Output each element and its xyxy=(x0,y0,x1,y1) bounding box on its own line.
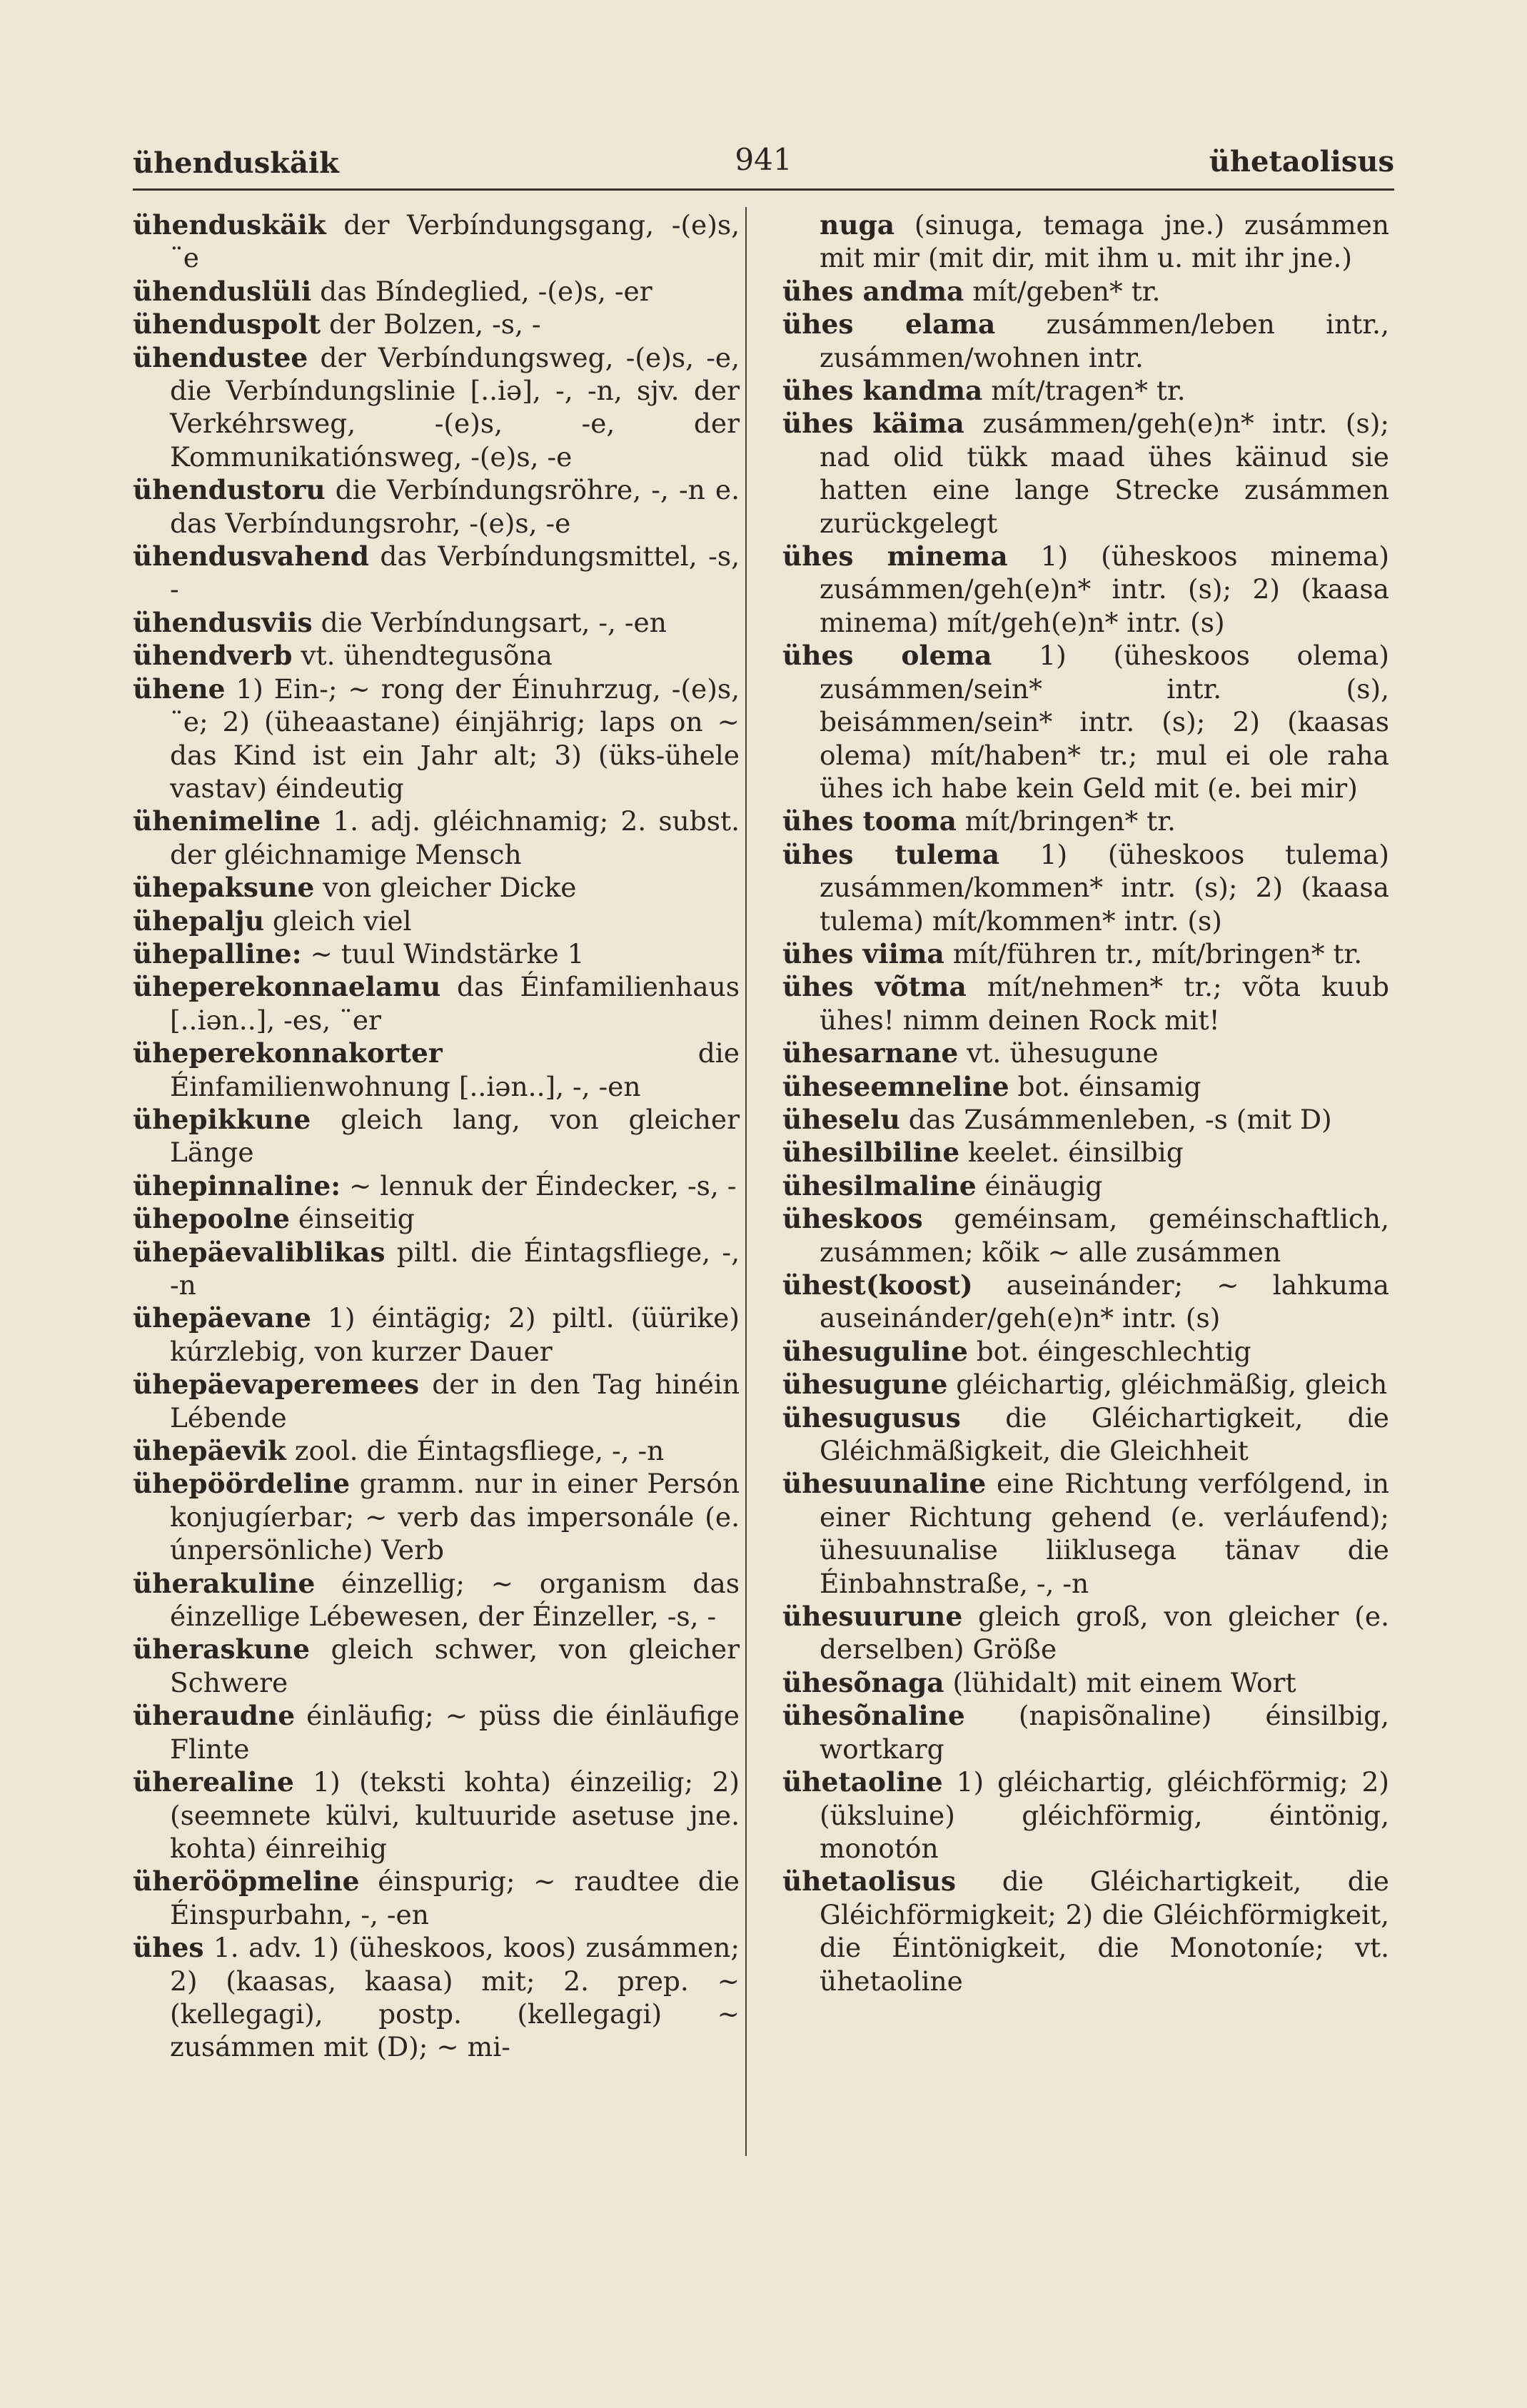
entry-definition: 1) (üheskoos minema) zusámmen/geh(e)n* intr. (s); 2) (kaasa minema) mít/geh(e)n* intr. (s) xyxy=(820,540,1389,638)
header-rule xyxy=(133,188,1394,191)
entry-definition: der Verbíndungsweg, -(e)s, -e, die Verbíndungslinie [..iə], -, -n, sjv. der Verkéhrsweg, -(e)s, -e, der Kommunikatiónsweg, -(e)s, -e xyxy=(170,341,740,473)
dictionary-entry xyxy=(133,937,740,970)
dictionary-entry xyxy=(782,1600,1389,1666)
entry-definition: ~ lennuk der Éindecker, -s, - xyxy=(341,1169,737,1202)
entry-headword: ühes tulema xyxy=(782,838,999,870)
entry-headword: ühepoolne xyxy=(133,1203,291,1235)
entry-definition: 1) Ein-; ~ rong der Éinuhrzug, -(e)s, ¨e; 2) (üheaastane) éinjährig; laps on ~ das Kind ist ein Jahr alt; 3) (üks-ühele vastav) éindeutig xyxy=(170,672,740,804)
entry-headword: ühesuurune xyxy=(782,1601,963,1633)
entry-headword: üheskoos xyxy=(782,1203,923,1235)
entry-definition: eine Richtung verfólgend, in einer Richtung gehend (e. verláufend); ühesuunalise liiklusega tänav die Éinbahnstraße, -, -n xyxy=(820,1468,1389,1599)
entry-headword: ühesuunaline xyxy=(782,1468,987,1500)
entry-headword: ühes minema xyxy=(782,540,1008,573)
dictionary-entry xyxy=(782,1368,1389,1401)
dictionary-entry xyxy=(133,1202,740,1235)
entry-definition: die Verbíndungsart, -, -en xyxy=(312,606,667,638)
entry-definition: (sinuga, temaga jne.) zusámmen mit mir (mit dir, mit ihm u. mit ihr jne.) xyxy=(820,209,1389,274)
dictionary-entry xyxy=(133,639,740,672)
entry-definition: geméinsam, geméinschaftlich, zusámmen; kõik ~ alle zusámmen xyxy=(820,1203,1389,1268)
entry-headword: ühesugune xyxy=(782,1369,948,1401)
entry-headword: ühest(koost) xyxy=(782,1269,973,1301)
right-guide-word: ühetaolisus xyxy=(1209,145,1394,178)
dictionary-entry xyxy=(133,970,740,1037)
dictionary-entry xyxy=(133,1765,740,1865)
entry-headword: ühes tooma xyxy=(782,805,957,837)
dictionary-entry xyxy=(782,1699,1389,1765)
entry-headword: ühepalline: xyxy=(133,937,302,969)
entry-definition: das Éinfamilienhaus [..iən..], -es, ¨er xyxy=(170,971,740,1036)
entry-definition: piltl. die Éintagsfliege, -, -n xyxy=(170,1236,740,1301)
entry-headword: ühesilbiline xyxy=(782,1137,960,1169)
entry-headword: ühepäevaperemees xyxy=(133,1369,420,1401)
entry-headword: ühendustee xyxy=(133,341,308,373)
dictionary-entry xyxy=(782,1103,1389,1136)
entry-definition: éinseitig xyxy=(290,1203,415,1235)
dictionary-entry xyxy=(133,905,740,937)
entry-definition: bot. éinsamig xyxy=(1009,1070,1201,1102)
dictionary-entry xyxy=(133,1236,740,1302)
entry-definition: mít/geben* tr. xyxy=(964,275,1161,307)
entry-headword: ühes olema xyxy=(782,640,992,672)
entry-headword: ühepinnaline: xyxy=(133,1169,341,1202)
dictionary-entry xyxy=(782,1765,1389,1865)
entry-definition: bot. éingeschlechtig xyxy=(967,1335,1251,1367)
entry-headword: ühetaolisus xyxy=(782,1865,956,1898)
entry-definition: mít/bringen* tr. xyxy=(956,805,1176,837)
entry-definition: mít/nehmen* tr.; võta kuub ühes! nimm deinen Rock mit! xyxy=(820,971,1389,1036)
dictionary-entry xyxy=(133,1301,740,1368)
dictionary-entry xyxy=(782,1865,1389,1998)
entry-headword: ühendustoru xyxy=(133,474,326,506)
dictionary-entry xyxy=(782,374,1389,407)
entry-headword: ühepöördeline xyxy=(133,1468,351,1500)
entry-headword: nuga xyxy=(820,209,895,241)
entry-headword: ühene xyxy=(133,672,226,705)
entry-definition: gléichartig, gléichmäßig, gleich xyxy=(947,1369,1388,1401)
entry-headword: ühesarnane xyxy=(782,1037,959,1069)
dictionary-entry xyxy=(782,1269,1389,1335)
entry-headword: ühepikkune xyxy=(133,1103,311,1135)
entry-definition: auseinánder; ~ lahkuma auseinánder/geh(e)n* intr. (s) xyxy=(820,1269,1389,1334)
entry-definition: gleich lang, von gleicher Länge xyxy=(170,1103,740,1169)
entry-definition: 1. adv. 1) (üheskoos, koos) zusámmen; 2) (kaasas, kaasa) mit; 2. prep. ~ (kellegagi), postp. (kellegagi) ~ zusámmen mit (D); ~ mi- xyxy=(170,1932,740,2063)
dictionary-entry xyxy=(782,1401,1389,1468)
entry-definition: zusámmen/leben intr., zusámmen/wohnen intr. xyxy=(820,308,1389,373)
entry-definition: keelet. éinsilbig xyxy=(959,1137,1184,1169)
dictionary-entry xyxy=(782,1202,1389,1269)
entry-definition: gramm. nur in einer Persón konjugíerbar; ~ verb das impersonále (e. únpersönliche) Verb xyxy=(170,1468,740,1566)
entry-headword: ühesilmaline xyxy=(782,1169,977,1202)
entry-definition: 1. adj. gléichnamig; 2. subst. der gléichnamige Mensch xyxy=(170,805,740,870)
entry-headword: ühepäevik xyxy=(133,1435,286,1467)
entry-definition: vt. ühesugune xyxy=(958,1037,1159,1069)
dictionary-entry xyxy=(133,805,740,871)
entry-definition: 1) (teksti kohta) éinzeilig; 2) (seemnete külvi, kultuuride asetuse jne. kohta) éinreihig xyxy=(170,1766,740,1864)
entry-headword: üheraskune xyxy=(133,1633,310,1666)
dictionary-entry xyxy=(782,275,1389,308)
entry-definition: mít/führen tr., mít/bringen* tr. xyxy=(944,937,1363,969)
entry-headword: üheraudne xyxy=(133,1700,296,1732)
entry-headword: üheseemneline xyxy=(782,1070,1009,1102)
dictionary-entry xyxy=(782,639,1389,805)
entry-headword: ühesõnaline xyxy=(782,1700,965,1732)
entry-headword: üheperekonnaelamu xyxy=(133,971,441,1003)
dictionary-entry xyxy=(133,473,740,540)
entry-headword: ühepaksune xyxy=(133,872,315,904)
entry-definition: das Bíndeglied, -(e)s, -er xyxy=(311,275,652,307)
dictionary-entry xyxy=(133,1633,740,1699)
dictionary-entry xyxy=(782,1169,1389,1202)
dictionary-entry xyxy=(782,407,1389,540)
entry-headword: ühes viima xyxy=(782,937,944,969)
entry-definition: die Verbíndungsröhre, -, -n e. das Verbíndungsrohr, -(e)s, -e xyxy=(170,474,740,539)
dictionary-entry xyxy=(782,1666,1389,1699)
entry-definition: die Éinfamilienwohnung [..iən..], -, -en xyxy=(170,1037,740,1102)
dictionary-entry xyxy=(133,1931,740,2064)
entry-headword: üherealine xyxy=(133,1766,294,1798)
entry-definition: der Bolzen, -s, - xyxy=(321,308,541,341)
dictionary-entry xyxy=(133,1169,740,1202)
column-divider xyxy=(745,207,747,2156)
dictionary-entry xyxy=(782,1037,1389,1069)
entry-definition: die Gléichartigkeit, die Gléichförmigkeit; 2) die Gléichförmigkeit, die Éintönigkeit, die Monotoníe; vt. ühetaoline xyxy=(820,1865,1389,1997)
entry-definition: éinäugig xyxy=(976,1169,1103,1202)
entry-headword: ühes kandma xyxy=(782,375,983,407)
entry-definition: éinspurig; ~ raudtee die Éinspurbahn, -, -en xyxy=(170,1865,740,1930)
dictionary-entry xyxy=(782,1136,1389,1169)
dictionary-entry xyxy=(782,970,1389,1037)
entry-definition: 1) (üheskoos tulema) zusámmen/kommen* intr. (s); 2) (kaasa tulema) mít/kommen* intr. (s) xyxy=(820,838,1389,937)
entry-definition: gleich viel xyxy=(263,905,412,937)
entry-headword: ühesugusus xyxy=(782,1401,961,1434)
dictionary-entry xyxy=(133,1434,740,1467)
entry-headword: üherööpmeline xyxy=(133,1865,360,1898)
dictionary-entry xyxy=(133,606,740,639)
entry-definition: der in den Tag hinéin Lébende xyxy=(170,1369,740,1434)
dictionary-entry xyxy=(782,1070,1389,1103)
entry-headword: ühes elama xyxy=(782,308,996,341)
entry-definition: das Verbíndungsmittel, -s, - xyxy=(170,540,740,605)
entry-headword: ühepalju xyxy=(133,905,264,937)
dictionary-entry xyxy=(782,937,1389,970)
entry-headword: ühesõnaga xyxy=(782,1666,944,1698)
dictionary-entry xyxy=(133,871,740,904)
entry-headword: ühepäevane xyxy=(133,1302,311,1334)
dictionary-entry xyxy=(782,838,1389,937)
dictionary-entry xyxy=(133,275,740,308)
dictionary-entry xyxy=(133,1467,740,1566)
dictionary-entry xyxy=(782,540,1389,639)
dictionary-entry xyxy=(133,540,740,606)
right-column xyxy=(782,208,1389,1998)
entry-headword: ühendusvahend xyxy=(133,540,369,573)
dictionary-entry xyxy=(782,805,1389,837)
entry-headword: ühendusviis xyxy=(133,606,313,638)
entry-headword: ühenduskäik xyxy=(133,209,326,241)
entry-definition: éinzellig; ~ organism das éinzellige Lébewesen, der Éinzeller, -s, - xyxy=(170,1567,740,1633)
dictionary-entry xyxy=(133,1037,740,1103)
entry-definition: (napisõnaline) éinsilbig, wortkarg xyxy=(820,1700,1389,1765)
entry-definition: 1) (üheskoos olema) zusámmen/sein* intr. (s), beisámmen/sein* intr. (s); 2) (kaasas olema) mít/haben* tr.; mul ei ole raha ühes ich habe kein Geld mit (e. bei mir) xyxy=(820,640,1389,804)
entry-definition: 1) éintägig; 2) piltl. (üürike) kúrzlebig, von kurzer Dauer xyxy=(170,1302,740,1367)
entry-definition: éinläufig; ~ püss die éinläufige Flinte xyxy=(170,1700,740,1765)
entry-headword: ühes xyxy=(133,1932,204,1964)
dictionary-entry xyxy=(782,1467,1389,1600)
entry-headword: ühepäevaliblikas xyxy=(133,1236,385,1268)
entry-headword: ühes andma xyxy=(782,275,964,307)
entry-headword: ühenduslüli xyxy=(133,275,312,307)
dictionary-entry xyxy=(133,1699,740,1765)
entry-definition: von gleicher Dicke xyxy=(314,872,577,904)
dictionary-entry xyxy=(782,208,1389,275)
left-column xyxy=(133,208,740,2064)
entry-headword: ühenimeline xyxy=(133,805,321,837)
entry-definition: gleich schwer, von gleicher Schwere xyxy=(170,1633,740,1698)
dictionary-entry xyxy=(782,308,1389,374)
entry-headword: ühes käima xyxy=(782,408,964,440)
entry-definition: (lühidalt) mit einem Wort xyxy=(944,1666,1296,1698)
left-guide-word: ühenduskäik xyxy=(133,146,339,180)
entry-definition: 1) gléichartig, gléichförmig; 2) (üksluine) gléichförmig, éintönig, monotón xyxy=(820,1766,1389,1864)
entry-headword: ühetaoline xyxy=(782,1766,943,1798)
entry-headword: ühesuguline xyxy=(782,1335,968,1367)
entry-definition: der Verbíndungsgang, -(e)s, ¨e xyxy=(170,209,740,274)
entry-headword: ühes võtma xyxy=(782,971,967,1003)
entry-definition: das Zusámmenleben, -s (mit D) xyxy=(899,1103,1332,1135)
entry-definition: mít/tragen* tr. xyxy=(982,375,1186,407)
entry-definition: vt. ühendtegusõna xyxy=(292,640,553,672)
entry-headword: üheselu xyxy=(782,1103,900,1135)
entry-definition: zusámmen/geh(e)n* intr. (s); nad olid tükk maad ühes käinud sie hatten eine lange Strecke zusámmen zurückgelegt xyxy=(820,408,1390,539)
entry-definition: zool. die Éintagsfliege, -, -n xyxy=(286,1435,665,1467)
dictionary-entry xyxy=(782,1335,1389,1368)
dictionary-entry xyxy=(133,1368,740,1434)
dictionary-entry xyxy=(133,341,740,474)
entry-definition: gleich groß, von gleicher (e. derselben) Größe xyxy=(820,1601,1389,1666)
entry-headword: üherakuline xyxy=(133,1567,316,1599)
dictionary-entry xyxy=(133,672,740,805)
dictionary-entry xyxy=(133,208,740,275)
dictionary-entry xyxy=(133,308,740,341)
entry-headword: üheperekonnakorter xyxy=(133,1037,443,1069)
running-head xyxy=(133,130,1394,187)
entry-headword: ühenduspolt xyxy=(133,308,321,341)
dictionary-entry xyxy=(133,1567,740,1633)
entry-definition: ~ tuul Windstärke 1 xyxy=(301,937,585,969)
dictionary-entry xyxy=(133,1865,740,1931)
page-number: 941 xyxy=(735,142,792,177)
entry-definition: die Gléichartigkeit, die Gléichmäßigkeit, die Gleichheit xyxy=(820,1401,1389,1467)
dictionary-entry xyxy=(133,1103,740,1169)
entry-headword: ühendverb xyxy=(133,640,293,672)
